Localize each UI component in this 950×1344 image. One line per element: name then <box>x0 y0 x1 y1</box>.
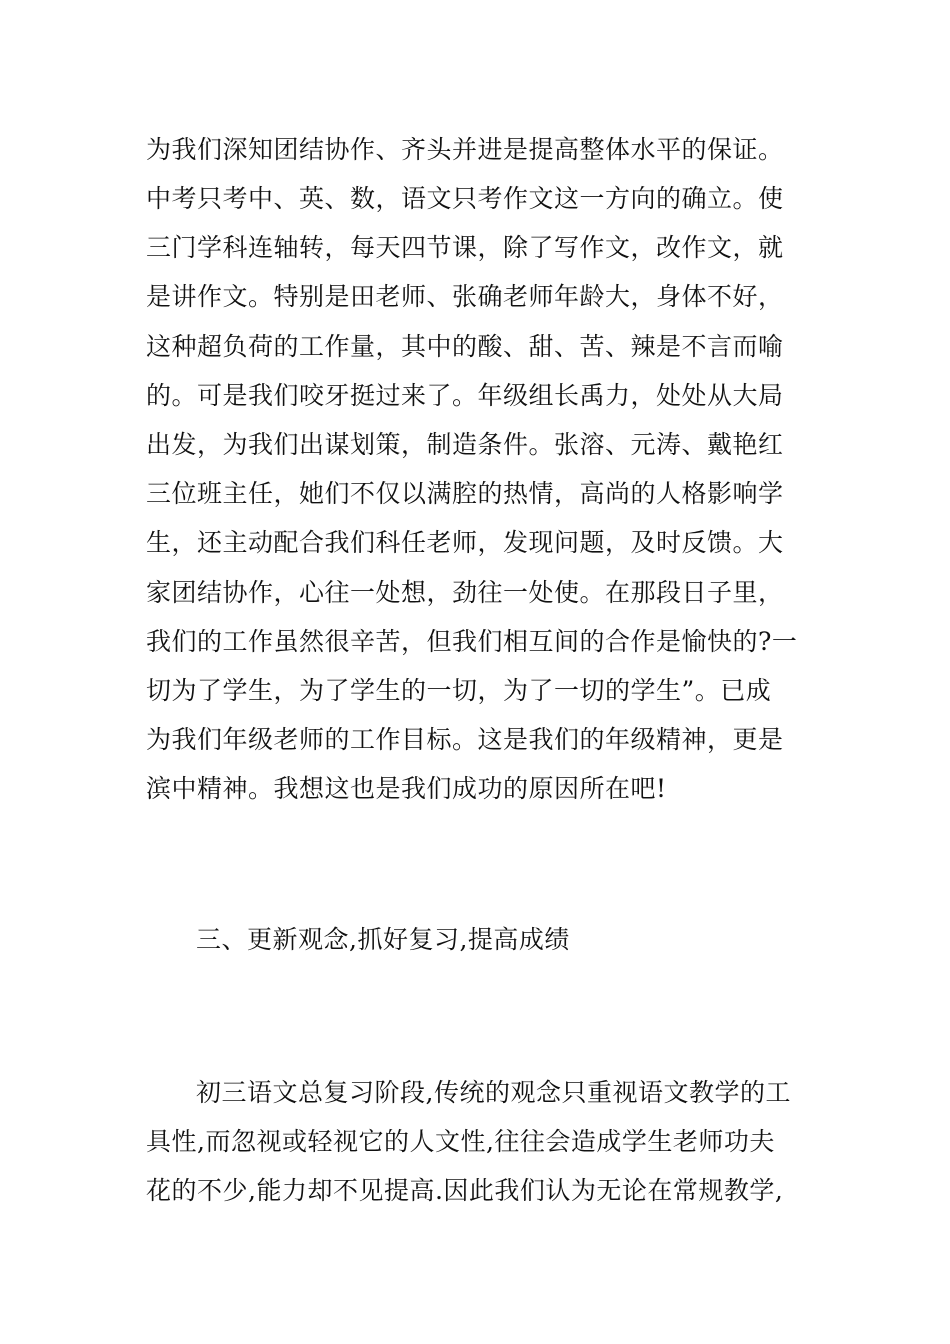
text-line: 三门学科连轴转，每天四节课，除了写作文，改作文，就 <box>146 233 784 262</box>
text-line: 初三语文总复习阶段,传统的观念只重视语文教学的工 <box>196 1078 791 1107</box>
text-line: 我们的工作虽然很辛苦，但我们相互间的合作是愉快的?一 <box>146 627 798 656</box>
text-line: 中考只考中、英、数，语文只考作文这一方向的确立。使 <box>146 184 784 213</box>
text-line: 具性,而忽视或轻视它的人文性,往往会造成学生老师功夫 <box>146 1127 775 1156</box>
section-heading: 三、更新观念,抓好复习,提高成绩 <box>196 925 570 954</box>
text-line: 为我们深知团结协作、齐头并进是提高整体水平的保证。 <box>146 135 784 164</box>
text-line: 的。可是我们咬牙挺过来了。年级组长禹力，处处从大局 <box>146 381 784 410</box>
text-line: 滨中精神。我想这也是我们成功的原因所在吧! <box>146 774 667 803</box>
text-line: 这种超负荷的工作量，其中的酸、甜、苦、辣是不言而喻 <box>146 332 784 361</box>
text-line: 是讲作文。特别是田老师、张确老师年龄大，身体不好， <box>146 282 784 311</box>
text-line: 花的不少,能力却不见提高.因此我们认为无论在常规教学, <box>146 1176 784 1205</box>
text-line: 生，还主动配合我们科任老师，发现问题，及时反馈。大 <box>146 528 784 557</box>
text-line: 三位班主任，她们不仅以满腔的热情，高尚的人格影响学 <box>146 479 784 508</box>
text-line: 切为了学生，为了学生的一切，为了一切的学生”。已成 <box>146 676 772 705</box>
text-line: 家团结协作，心往一处想，劲往一处使。在那段日子里， <box>146 578 784 607</box>
text-line: 为我们年级老师的工作目标。这是我们的年级精神，更是 <box>146 725 784 754</box>
text-line: 出发，为我们出谋划策，制造条件。张溶、元涛、戴艳红 <box>146 430 784 459</box>
